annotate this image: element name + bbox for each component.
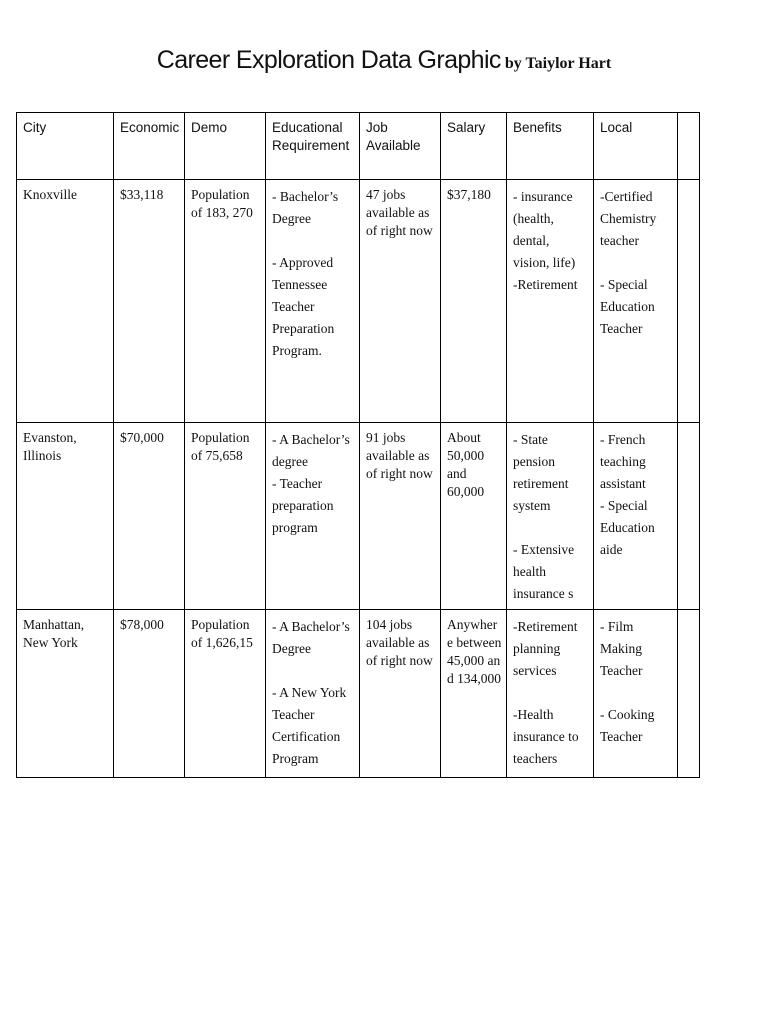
cell-education: - Bachelor’s Degree - Approved Tennessee Teacher Preparation Program. [266,180,360,423]
cell-salary: $37,180 [441,180,507,423]
cell-jobs: 104 jobs available as of right now [360,610,441,778]
header-economic: Economic [114,113,185,180]
career-data-table [16,112,700,778]
header-local: Local [594,113,678,180]
table-row [17,610,700,778]
header-extra [678,113,700,180]
cell-jobs: 47 jobs available as of right now [360,180,441,423]
title-main: Career Exploration Data Graphic [156,46,501,74]
header-salary: Salary [441,113,507,180]
table-row [17,180,700,423]
cell-benefits: - insurance (health, dental, vision, life) -Retirement [507,180,594,423]
cell-city: Manhattan, New York [17,610,114,778]
title-byline: by Taiylor Hart [504,55,612,72]
header-city: City [17,113,114,180]
cell-education: - A Bachelor’s degree - Teacher preparation program [266,423,360,610]
cell-education: - A Bachelor’s Degree - A New York Teacher Certification Program [266,610,360,778]
cell-city: Knoxville [17,180,114,423]
cell-benefits: - State pension retirement system - Extensive health insurance s [507,423,594,610]
cell-salary: Anywhere between 45,000 and 134,000 [441,610,507,778]
cell-economic: $33,118 [114,180,185,423]
header-jobs: Job Available [360,113,441,180]
page-title [0,46,768,75]
header-row [17,113,700,180]
cell-economic: $70,000 [114,423,185,610]
cell-demo: Population of 183, 270 [185,180,266,423]
cell-demo: Population of 75,658 [185,423,266,610]
cell-extra [678,610,700,778]
cell-economic: $78,000 [114,610,185,778]
cell-salary: About 50,000 and 60,000 [441,423,507,610]
cell-local: - Film Making Teacher - Cooking Teacher [594,610,678,778]
cell-demo: Population of 1,626,15 [185,610,266,778]
cell-extra [678,423,700,610]
cell-local: - French teaching assistant - Special Education aide [594,423,678,610]
cell-benefits: -Retirement planning services -Health insurance to teachers [507,610,594,778]
cell-jobs: 91 jobs available as of right now [360,423,441,610]
header-demo: Demo [185,113,266,180]
header-education: Educational Requirement [266,113,360,180]
table-row [17,423,700,610]
cell-local: -Certified Chemistry teacher - Special Education Teacher [594,180,678,423]
cell-extra [678,180,700,423]
header-benefits: Benefits [507,113,594,180]
cell-city: Evanston, Illinois [17,423,114,610]
